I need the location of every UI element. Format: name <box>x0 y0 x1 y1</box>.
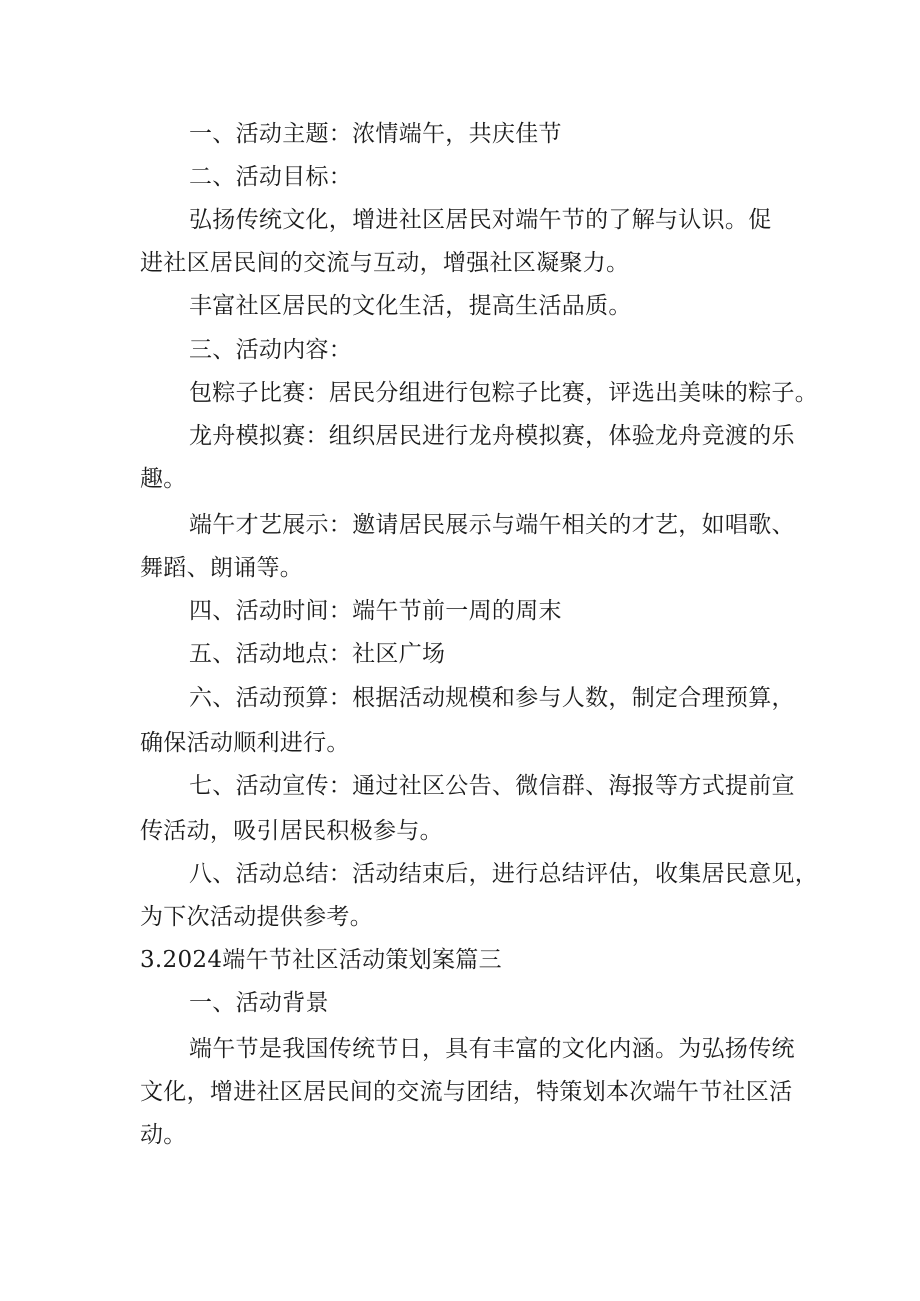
content-item-2a: 龙舟模拟赛：组织居民进行龙舟模拟赛，体验龙舟竞渡的乐 <box>189 423 795 449</box>
summary-line-b: 为下次活动提供参考。 <box>140 904 373 930</box>
summary-line-a: 八、活动总结：活动结束后，进行总结评估，收集居民意见， <box>189 861 819 887</box>
theme-line: 一、活动主题：浓情端午，共庆佳节 <box>189 121 562 147</box>
goal-paragraph-1a: 弘扬传统文化，增进社区居民对端午节的了解与认识。促 <box>189 207 772 233</box>
time-line: 四、活动时间：端午节前一周的周末 <box>189 598 562 624</box>
content-heading: 三、活动内容： <box>189 337 353 363</box>
promo-line-a: 七、活动宣传：通过社区公告、微信群、海报等方式提前宣 <box>189 773 795 799</box>
budget-line-b: 确保活动顺利进行。 <box>140 730 350 756</box>
content-item-3b: 舞蹈、朗诵等。 <box>140 555 304 581</box>
background-para-a: 端午节是我国传统节日，具有丰富的文化内涵。为弘扬传统 <box>189 1036 795 1062</box>
goal-heading: 二、活动目标： <box>189 164 353 190</box>
content-item-3a: 端午才艺展示：邀请居民展示与端午相关的才艺，如唱歌、 <box>189 512 795 538</box>
goal-paragraph-1b: 进社区居民间的交流与互动，增强社区凝聚力。 <box>140 250 630 276</box>
goal-paragraph-2: 丰富社区居民的文化生活，提高生活品质。 <box>189 293 632 319</box>
location-line: 五、活动地点：社区广场 <box>189 641 446 667</box>
background-para-b: 文化，增进社区居民间的交流与团结，特策划本次端午节社区活 <box>140 1079 793 1105</box>
promo-line-b: 传活动，吸引居民积极参与。 <box>140 818 443 844</box>
content-item-2b: 趣。 <box>140 466 187 492</box>
content-item-1: 包粽子比赛：居民分组进行包粽子比赛，评选出美味的粽子。 <box>189 380 819 406</box>
background-heading: 一、活动背景 <box>189 990 329 1016</box>
background-para-c: 动。 <box>140 1122 187 1148</box>
section-heading: 3.2024端午节社区活动策划案篇三 <box>140 947 502 973</box>
budget-line-a: 六、活动预算：根据活动规模和参与人数，制定合理预算， <box>189 685 795 711</box>
